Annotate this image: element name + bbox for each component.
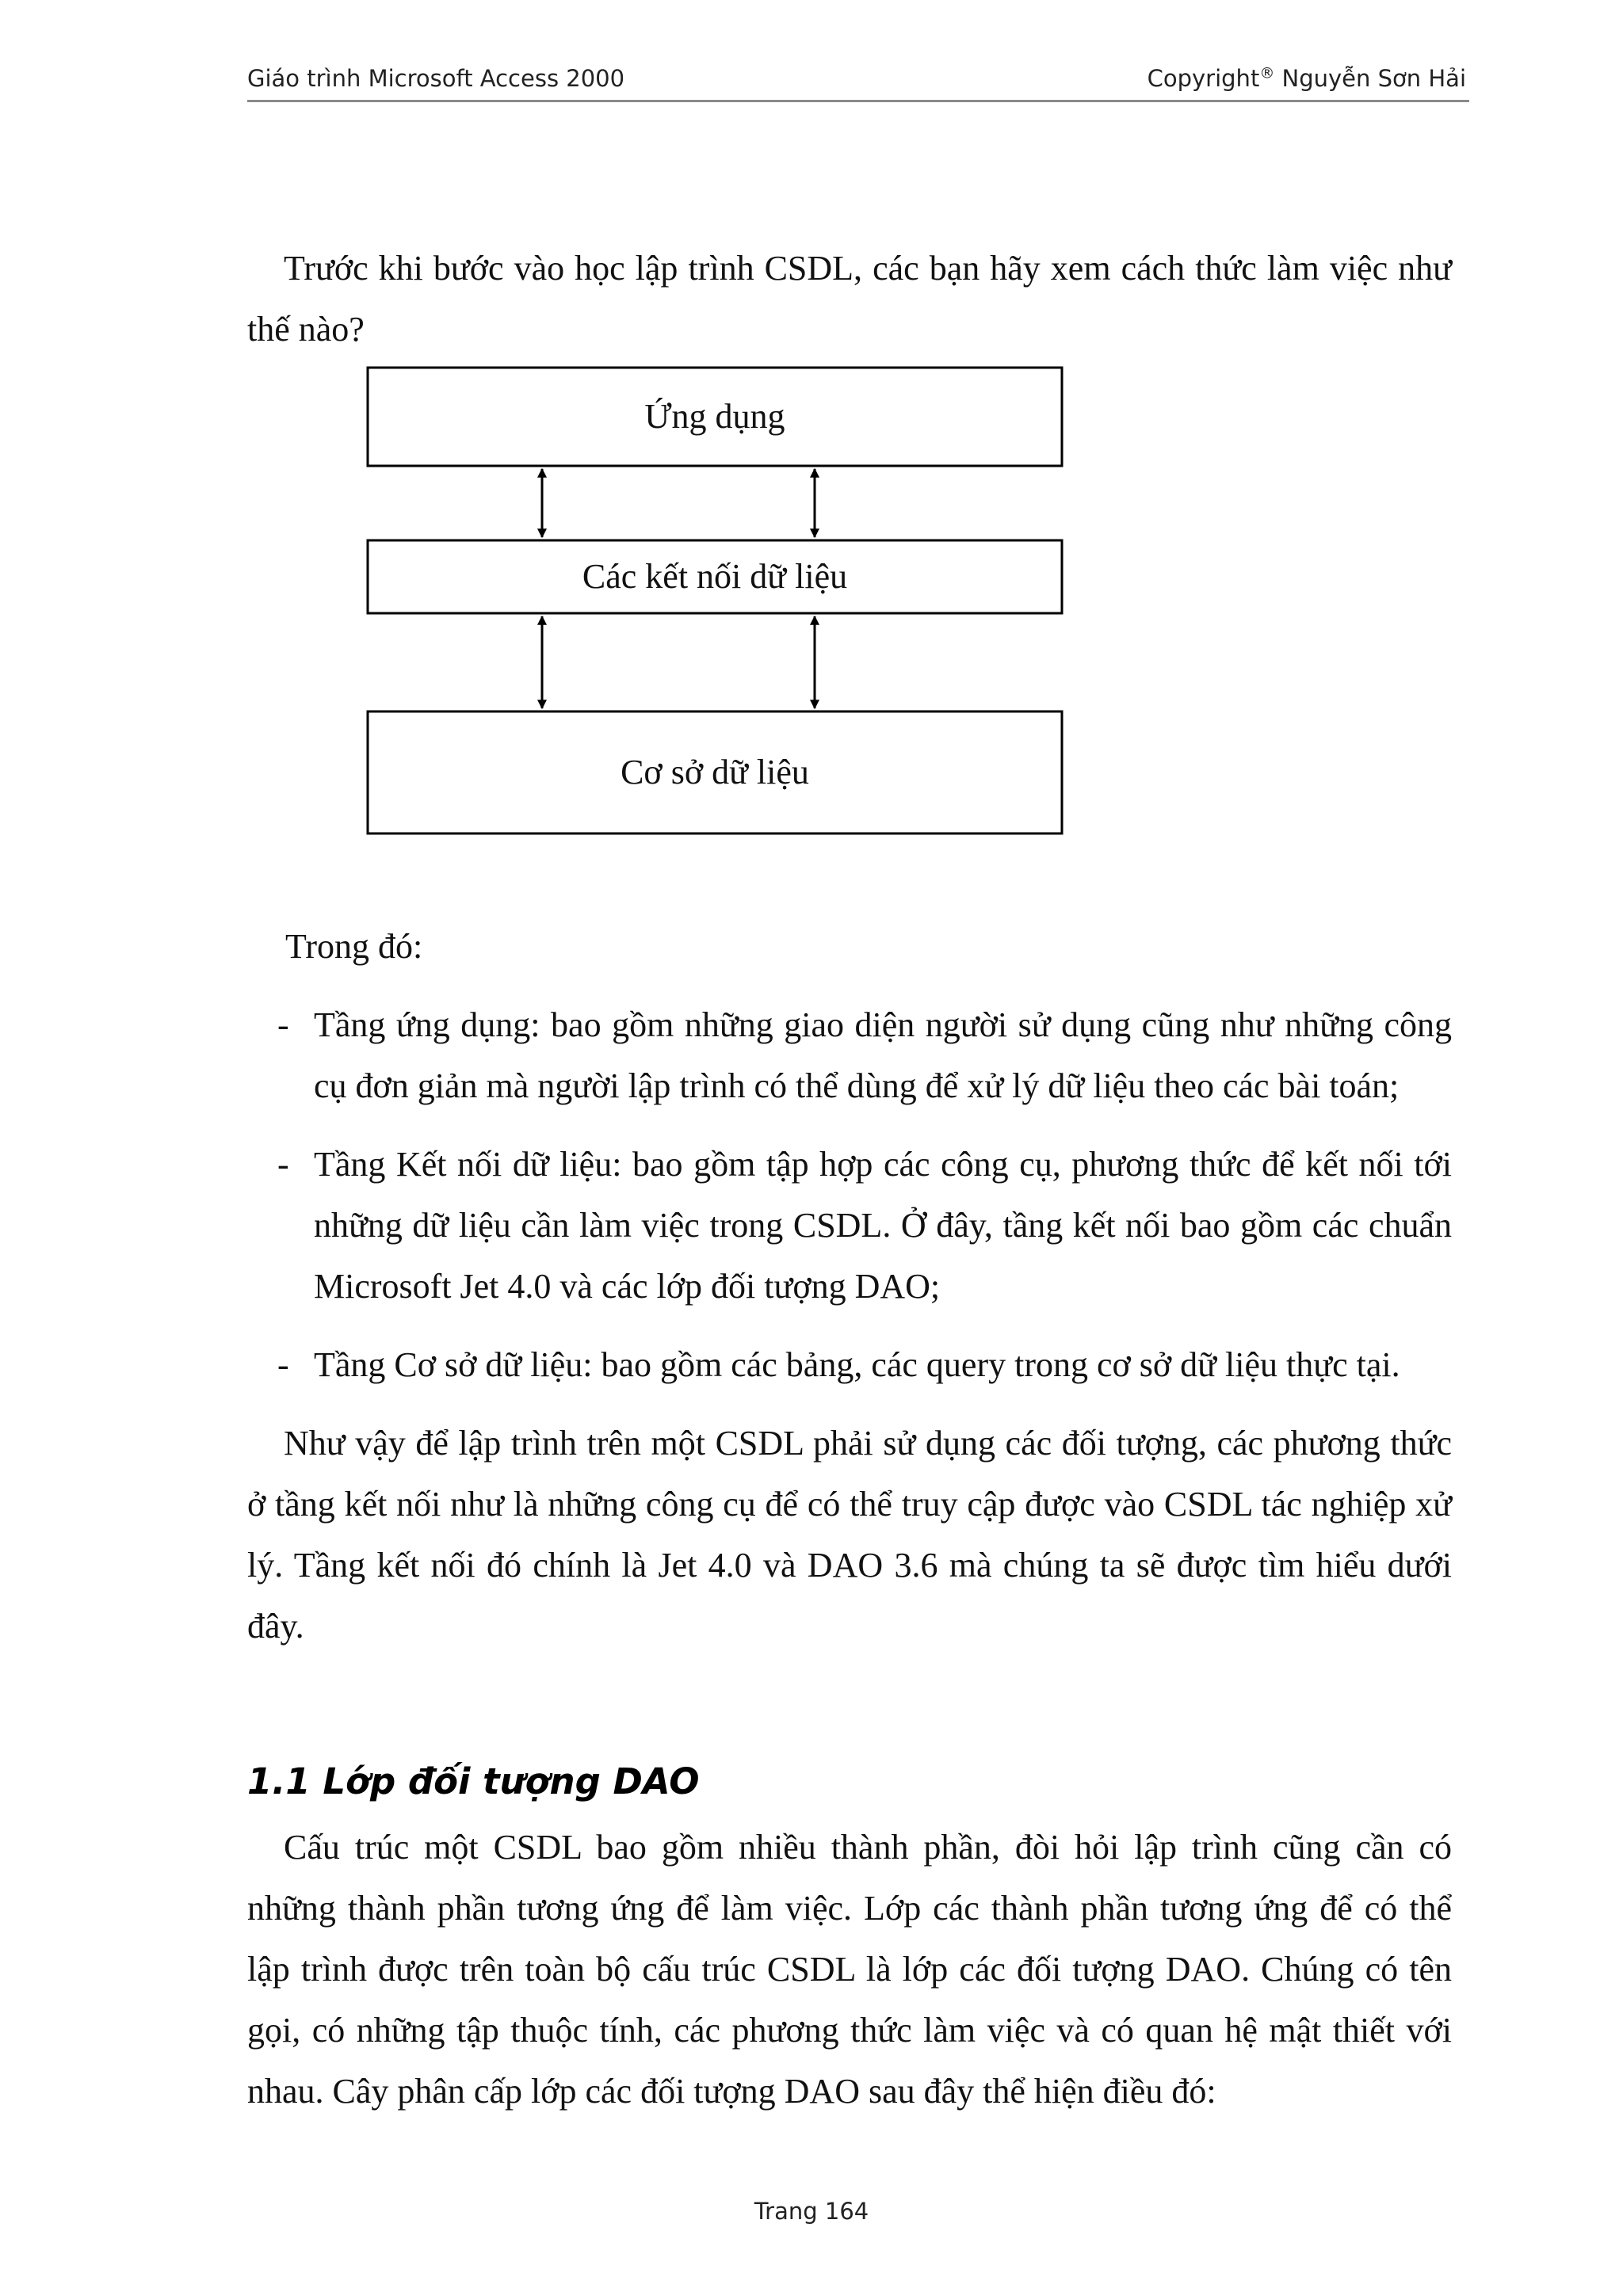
layer-diagram-svg bbox=[247, 366, 1452, 889]
list-item bbox=[247, 1334, 1452, 1395]
section-paragraph: Cấu trúc một CSDL bao gồm nhiều thành phần, đòi hỏi lập trình cũng cần có những thành phần tương ứng để làm việc. Lớp các thành phần tương ứng để có thể lập trình được trên toàn bộ cấu trúc CSDL là lớp các đối tượng DAO. Chúng có tên gọi, có những tập thuộc tính, các phương thức làm việc và có quan hệ mật thiết với nhau. Cây phân cấp lớp các đối tượng DAO sau đây thể hiện điều đó: bbox=[247, 1828, 1452, 2111]
section-heading: 1.1 Lớp đối tượng DAO bbox=[247, 1760, 700, 1802]
header-book-title: Giáo trình Microsoft Access 2000 bbox=[247, 65, 625, 92]
bullet-dash: - bbox=[277, 1345, 289, 1384]
intro-paragraph: Trước khi bước vào học lập trình CSDL, các bạn hãy xem cách thức làm việc như thế nào? bbox=[247, 249, 1452, 349]
page-content bbox=[247, 238, 1452, 2122]
bullet-dash: - bbox=[277, 1005, 289, 1044]
header-author: Nguyễn Sơn Hải bbox=[1274, 65, 1466, 92]
bullet-text: Tầng Kết nối dữ liệu: bao gồm tập hợp các công cụ, phương thức để kết nối tới những dữ liệu cần làm việc trong CSDL. Ở đây, tầng kết nối bao gồm các chuẩn Microsoft Jet 4.0 và các lớp đối tượng DAO; bbox=[314, 1145, 1452, 1306]
layer-description-list bbox=[247, 994, 1452, 1395]
bullet-text: Tầng Cơ sở dữ liệu: bao gồm các bảng, các query trong cơ sở dữ liệu thực tại. bbox=[314, 1345, 1400, 1384]
layer-diagram bbox=[247, 366, 1452, 889]
page-header bbox=[247, 65, 1469, 102]
bullet-dash: - bbox=[277, 1145, 289, 1184]
trong-do-label: Trong đó: bbox=[285, 927, 423, 966]
layer-label-ung-dung: Ứng dụng bbox=[644, 397, 785, 436]
list-item bbox=[247, 1134, 1452, 1317]
layer-label-ket-noi: Các kết nối dữ liệu bbox=[582, 557, 848, 596]
list-item bbox=[247, 994, 1452, 1116]
registered-mark: ® bbox=[1259, 64, 1275, 82]
bullet-text: Tầng ứng dụng: bao gồm những giao diện người sử dụng cũng như những công cụ đơn giản mà người lập trình có thể dùng để xử lý dữ liệu theo các bài toán; bbox=[314, 1005, 1452, 1105]
page-number: Trang 164 bbox=[754, 2198, 869, 2225]
summary-paragraph: Như vậy để lập trình trên một CSDL phải sử dụng các đối tượng, các phương thức ở tầng kết nối như là những công cụ để có thể truy cập được vào CSDL tác nghiệp xử lý. Tầng kết nối đó chính là Jet 4.0 và DAO 3.6 mà chúng ta sẽ được tìm hiểu dưới đây. bbox=[247, 1424, 1452, 1646]
layer-label-co-so-du-lieu: Cơ sở dữ liệu bbox=[621, 753, 809, 791]
header-copyright-label: Copyright bbox=[1147, 65, 1260, 92]
header-copyright bbox=[1148, 65, 1466, 92]
